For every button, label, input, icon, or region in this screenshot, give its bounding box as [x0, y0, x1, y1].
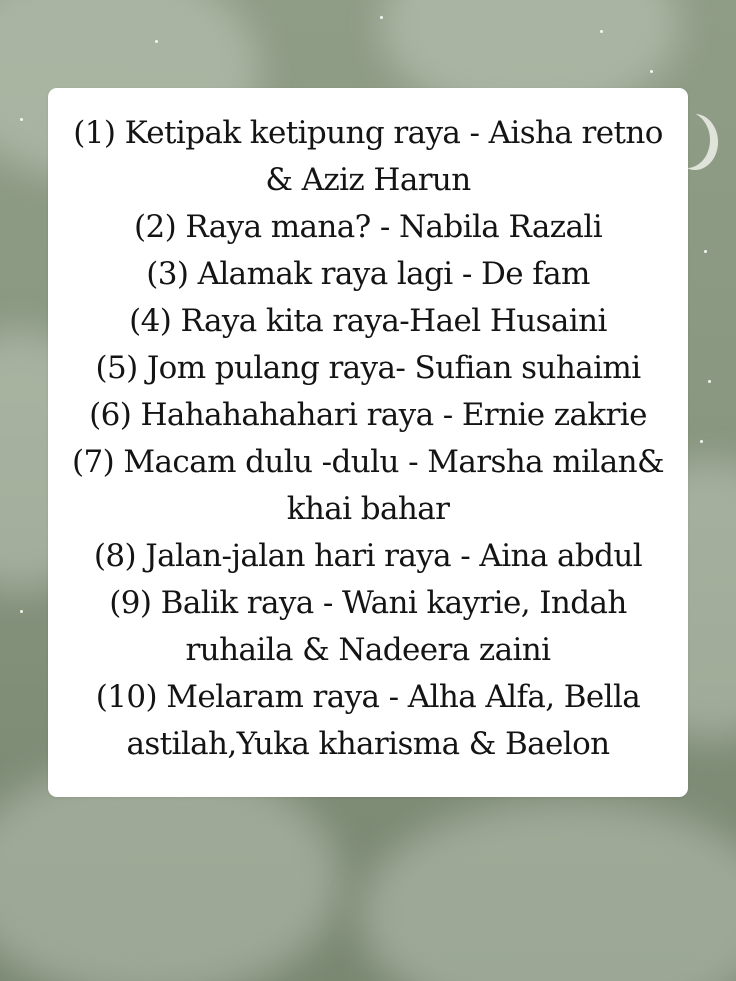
star-icon — [380, 16, 383, 19]
star-icon — [704, 250, 707, 253]
star-icon — [708, 380, 711, 383]
star-icon — [650, 70, 653, 73]
song-item: (6) Hahahahahari raya - Ernie zakrie — [89, 397, 647, 433]
song-item: (9) Balik raya - Wani kayrie, Indah ruhaila & Nadeera zaini — [109, 585, 627, 668]
cloud-shape — [360, 800, 736, 981]
song-item: (1) Ketipak ketipung raya - Aisha retno & Aziz Harun — [73, 115, 663, 198]
song-list — [48, 110, 688, 768]
song-item: (3) Alamak raya lagi - De fam — [146, 256, 590, 292]
song-item: (2) Raya mana? - Nabila Razali — [133, 209, 603, 245]
star-icon — [20, 610, 23, 613]
star-icon — [155, 40, 158, 43]
star-icon — [20, 118, 23, 121]
song-item: (10) Melaram raya - Alha Alfa, Bella astilah,Yuka kharisma & Baelon — [95, 679, 641, 762]
star-icon — [600, 30, 603, 33]
song-item: (8) Jalan-jalan hari raya - Aina abdul — [93, 538, 643, 574]
song-item: (4) Raya kita raya-Hael Husaini — [129, 303, 607, 339]
song-item: (5) Jom pulang raya- Sufian suhaimi — [95, 350, 641, 386]
song-list-card — [48, 88, 688, 797]
star-icon — [700, 440, 703, 443]
song-item: (7) Macam dulu -dulu - Marsha milan& khai bahar — [72, 444, 664, 527]
